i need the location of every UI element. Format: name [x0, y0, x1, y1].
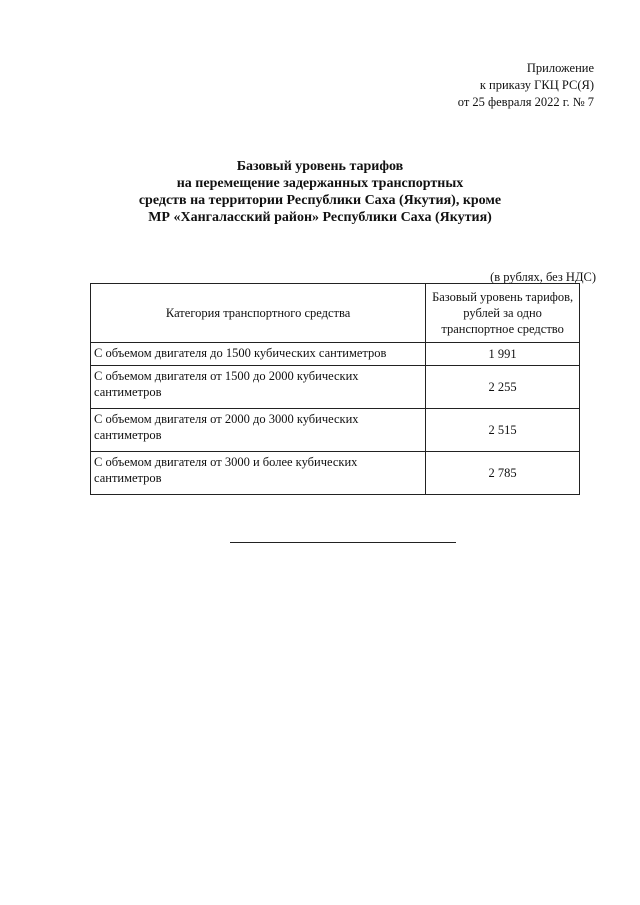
- unit-note: (в рублях, без НДС): [490, 270, 596, 284]
- table-header-row: [91, 284, 580, 343]
- title-line-2: на перемещение задержанных транспортных: [176, 176, 464, 191]
- header-tariff: Базовый уровень тарифов, рублей за одно транспортное средство: [426, 284, 580, 343]
- row-tariff: 2 515: [426, 409, 580, 452]
- row-tariff: 1 991: [426, 343, 580, 366]
- table-row: [91, 343, 580, 366]
- title-line-1: Базовый уровень тарифов: [236, 159, 404, 174]
- header-category: Категория транспортного средства: [91, 284, 426, 343]
- table-row: [91, 409, 580, 452]
- table-row: [91, 452, 580, 495]
- row-category: С объемом двигателя от 1500 до 2000 кубических сантиметров: [91, 366, 426, 409]
- document-title: [0, 158, 640, 226]
- row-category: С объемом двигателя от 3000 и более кубических сантиметров: [91, 452, 426, 495]
- separator-line: [230, 542, 456, 543]
- appendix-line-3: от 25 февраля 2022 г. № 7: [457, 95, 594, 109]
- row-category: С объемом двигателя до 1500 кубических сантиметров: [91, 343, 426, 366]
- table-row: [91, 366, 580, 409]
- appendix-line-1: Приложение: [526, 61, 594, 75]
- row-category: С объемом двигателя от 2000 до 3000 кубических сантиметров: [91, 409, 426, 452]
- row-tariff: 2 255: [426, 366, 580, 409]
- title-line-4: МР «Хангаласский район» Республики Саха (Якутия): [148, 210, 492, 225]
- title-line-3: средств на территории Республики Саха (Якутия), кроме: [138, 193, 502, 208]
- row-tariff: 2 785: [426, 452, 580, 495]
- appendix-reference: [458, 60, 594, 111]
- appendix-line-2: к приказу ГКЦ РС(Я): [479, 78, 594, 92]
- tariff-table: [90, 283, 580, 495]
